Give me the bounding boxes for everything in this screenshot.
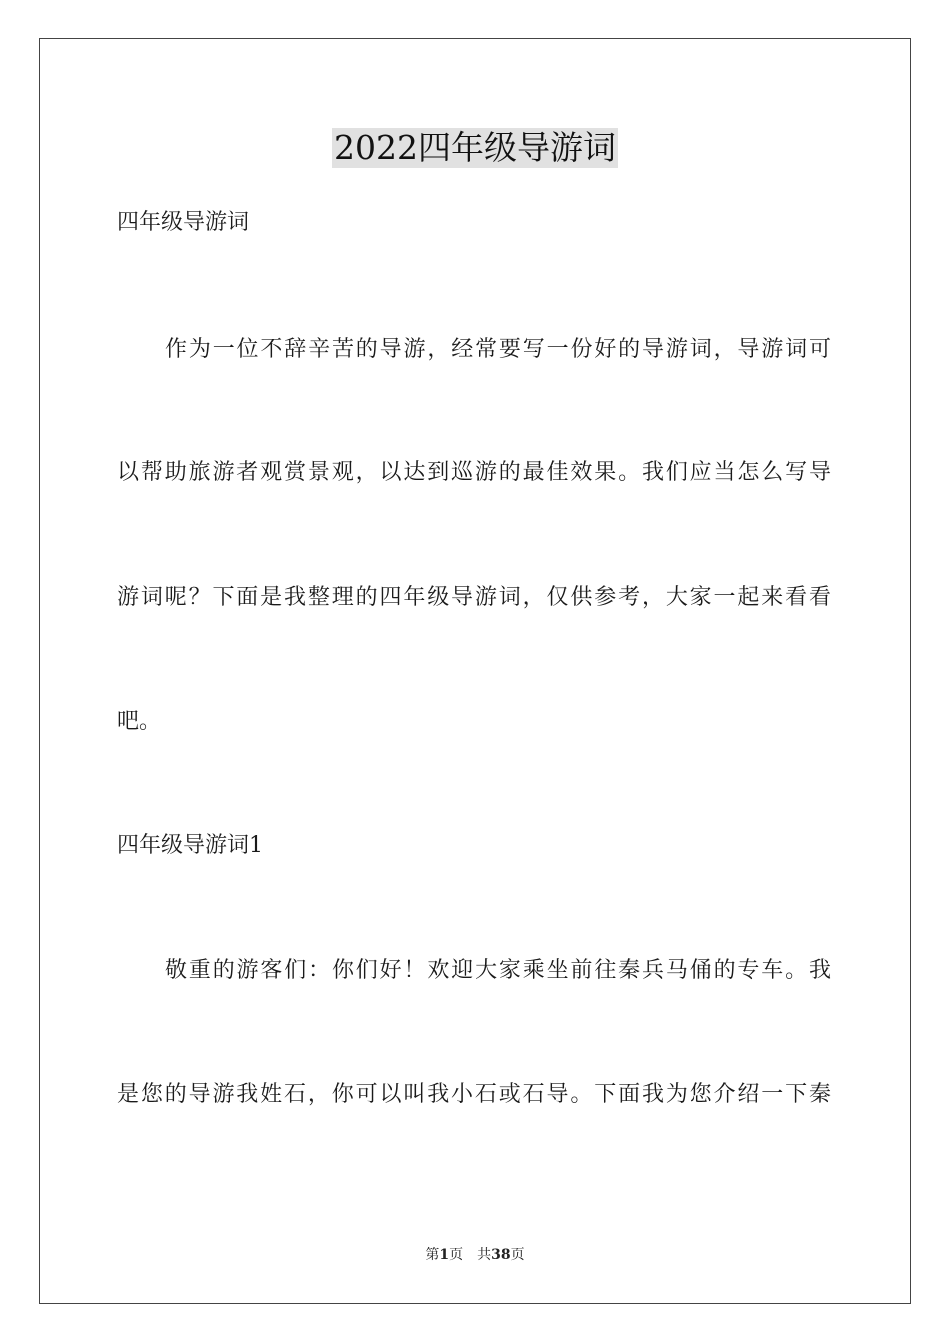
paragraph-line: 游词呢？下面是我整理的四年级导游词，仅供参考，大家一起来看看 [117,585,831,610]
section-heading: 四年级导游词1 [117,833,263,858]
paragraph-line: 敬重的游客们：你们好！欢迎大家乘坐前往秦兵马俑的专车。我 [165,958,831,983]
paragraph-line: 作为一位不辞辛苦的导游，经常要写一份好的导游词，导游词可 [165,337,831,362]
section-heading: 四年级导游词 [117,210,250,235]
page-footer [0,1245,950,1265]
paragraph-line: 是您的导游我姓石，你可以叫我小石或石导。下面我为您介绍一下秦 [117,1082,831,1107]
title-container [0,128,950,168]
footer-total-suffix: 页 [510,1247,525,1263]
footer-page-suffix: 页 [449,1247,464,1263]
paragraph-line: 以帮助旅游者观赏景观，以达到巡游的最佳效果。我们应当怎么写导 [117,460,831,485]
document-title: 2022四年级导游词 [334,128,616,167]
footer-total-pages: 38 [491,1247,511,1263]
footer-total-prefix: 共 [477,1247,492,1263]
footer-page-number: 1 [439,1247,450,1263]
footer-page-prefix: 第 [425,1247,440,1263]
paragraph-line: 吧。 [117,709,162,734]
